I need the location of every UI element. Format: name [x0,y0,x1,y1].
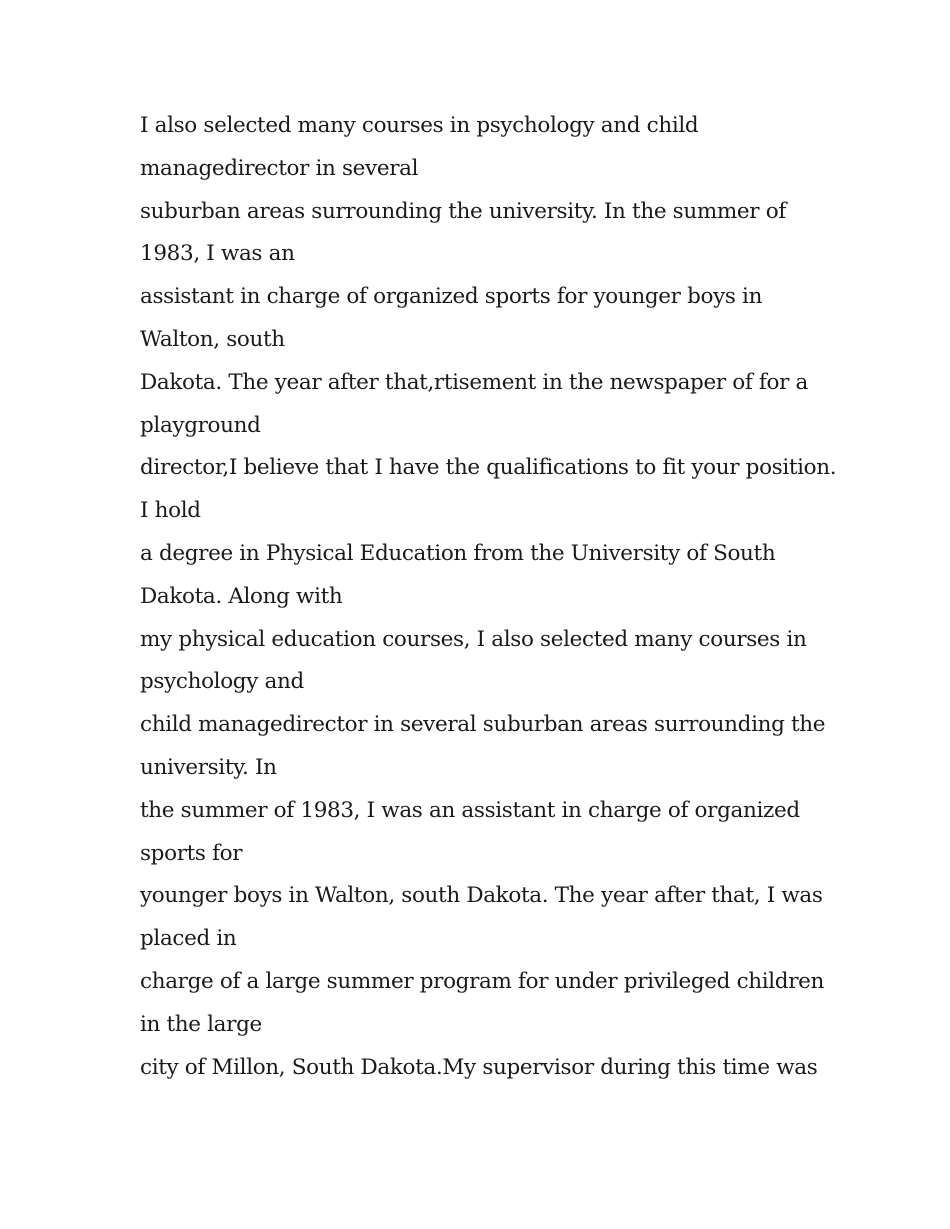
text-line: Walton, south [140,326,285,352]
text-line: suburban areas surrounding the university. In the summer of [140,198,786,224]
text-line: placed in [140,926,237,952]
text-line: child managedirector in several suburban areas surrounding the [140,712,826,738]
text-line: sports for [140,840,243,866]
text-line: university. In [140,754,277,780]
text-line: I also selected many courses in psychology and child [140,113,699,138]
text-line: Dakota. Along with [140,583,343,609]
text-line: assistant in charge of organized sports for younger boys in [140,284,763,310]
text-line: a degree in Physical Education from the University of South [140,540,776,566]
text-line: psychology and [140,669,304,695]
text-line: city of Millon, South Dakota.My supervisor during this time was [140,1054,818,1080]
text-line: playground [140,412,261,438]
text-line: I hold [140,498,201,524]
body-text [140,105,840,1089]
text-line: the summer of 1983, I was an assistant in charge of organized [140,797,800,823]
text-line: 1983, I was an [140,241,295,267]
text-line: Dakota. The year after that,rtisement in the newspaper of for a [140,369,809,395]
text-line: younger boys in Walton, south Dakota. The year after that, I was [140,883,823,909]
text-line: in the large [140,1011,262,1037]
text-line: my physical education courses, I also selected many courses in [140,626,807,652]
text-line: director,I believe that I have the qualifications to fit your position. [140,455,837,481]
text-line: managedirector in several [140,155,419,181]
text-line: charge of a large summer program for under privileged children [140,968,825,994]
